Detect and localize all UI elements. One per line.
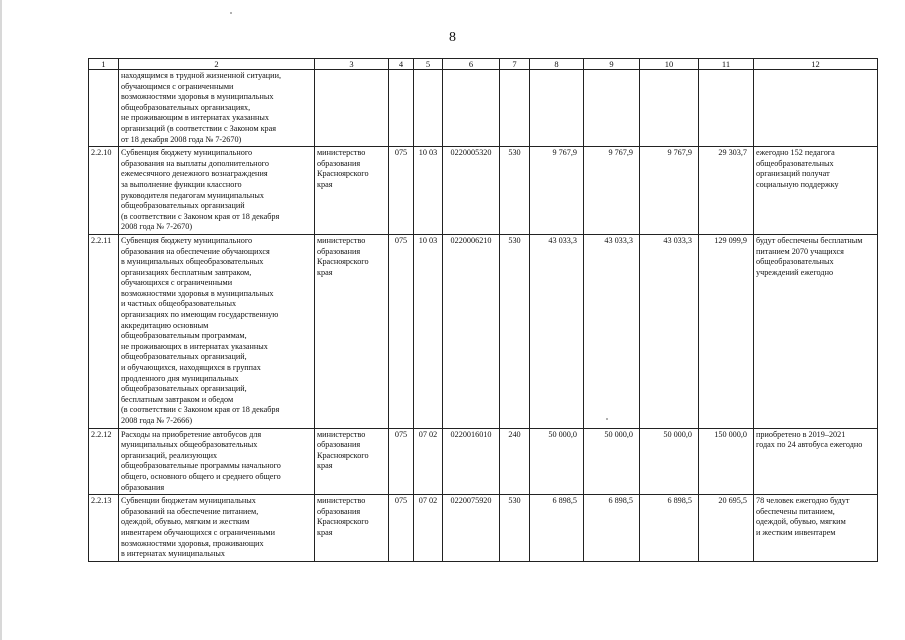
amount-year-2: 50 000,0 [584,428,640,495]
column-number: 7 [500,59,530,70]
executor: министерство образования Красноярского края [315,147,389,235]
table-row [89,234,878,428]
executor: министерство образования Красноярского края [315,428,389,495]
section-code [414,70,443,147]
column-number: 5 [414,59,443,70]
grbs-code: 075 [389,428,414,495]
section-code: 07 02 [414,428,443,495]
column-number: 8 [530,59,584,70]
amount-total: 29 303,7 [699,147,754,235]
expected-result: будут обеспечены бесплатным питанием 2070 учащихся общеобразовательных учреждений ежегодно [754,234,878,428]
amount-total: 150 000,0 [699,428,754,495]
column-number: 6 [443,59,500,70]
expense-type-code: 240 [500,428,530,495]
expense-type-code [500,70,530,147]
expected-result: приобретено в 2019–2021 годах по 24 автобуса ежегодно [754,428,878,495]
target-article-code: 0220016010 [443,428,500,495]
target-article-code: 0220006210 [443,234,500,428]
scan-left-edge [0,0,2,640]
column-number: 3 [315,59,389,70]
table-row [89,495,878,562]
amount-year-2 [584,70,640,147]
expected-result [754,70,878,147]
amount-year-1: 50 000,0 [530,428,584,495]
column-number: 4 [389,59,414,70]
amount-total: 20 695,5 [699,495,754,562]
measure-name: Субвенция бюджету муниципального образования на обеспечение обучающихся в муниципальных общеобразовательных организациях бесплатным завтраком, обучающихся с ограниченными возможностями здоровья в муниципальных и частных общеобразовательных организациях по имеющим государственную аккредитацию основным общеобразовательным программам, не проживающих в интернатах указанных общеобразовательных организаций, и обучающихся, находящихся в группах продленного дня муниципальных общеобразовательных организаций, бесплатным завтраком и обедом (в соответствии с Законом края от 18 декабря 2008 года № 7-2666) [119,234,315,428]
row-number: 2.2.11 [89,234,119,428]
expected-result: 78 человек ежегодно будут обеспечены питанием, одеждой, обувью, мягким и жестким инвентарем [754,495,878,562]
amount-year-1 [530,70,584,147]
target-article-code: 0220005320 [443,147,500,235]
target-article-code [443,70,500,147]
column-number: 9 [584,59,640,70]
grbs-code: 075 [389,495,414,562]
measure-name: Субвенция бюджету муниципального образования на выплаты дополнительного ежемесячного денежного вознаграждения за выполнение функции классного руководителя педагогам муниципальных общеобразовательных организаций (в соответствии с Законом края от 18 декабря 2008 года № 7-2670) [119,147,315,235]
table-row [89,428,878,495]
row-number: 2.2.10 [89,147,119,235]
column-number-row [89,59,878,70]
amount-year-3: 43 033,3 [640,234,699,428]
measure-name: Субвенции бюджетам муниципальных образований на обеспечение питанием, одеждой, обувью, мягким и жестким инвентарем обучающихся с ограниченными возможностями здоровья, проживающих в интернатах муниципальных [119,495,315,562]
executor: министерство образования Красноярского края [315,234,389,428]
row-number: 2.2.12 [89,428,119,495]
amount-year-3 [640,70,699,147]
section-code: 10 03 [414,147,443,235]
row-number: 2.2.13 [89,495,119,562]
table-row [89,147,878,235]
expense-type-code: 530 [500,234,530,428]
measure-name: находящимся в трудной жизненной ситуации, обучающимся с ограниченными возможностями здоровья в муниципальных общеобразовательных организациях, не проживающим в интернатах указанных организаций (в соответствии с Законом края от 18 декабря 2008 года № 7-2670) [119,70,315,147]
grbs-code: 075 [389,234,414,428]
amount-total [699,70,754,147]
expense-type-code: 530 [500,495,530,562]
column-number: 2 [119,59,315,70]
page-number: 8 [449,30,456,45]
amount-year-1: 9 767,9 [530,147,584,235]
column-number: 1 [89,59,119,70]
measure-name: Расходы на приобретение автобусов для муниципальных общеобразовательных организаций, реализующих общеобразовательные программы начального общего, основного общего и среднего общего образования [119,428,315,495]
amount-year-3: 50 000,0 [640,428,699,495]
expense-type-code: 530 [500,147,530,235]
amount-year-2: 9 767,9 [584,147,640,235]
amount-year-2: 43 033,3 [584,234,640,428]
amount-year-2: 6 898,5 [584,495,640,562]
grbs-code: 075 [389,147,414,235]
column-number: 12 [754,59,878,70]
grbs-code [389,70,414,147]
section-code: 10 03 [414,234,443,428]
column-number: 10 [640,59,699,70]
expected-result: ежегодно 152 педагога общеобразовательных организаций получат социальную поддержку [754,147,878,235]
target-article-code: 0220075920 [443,495,500,562]
table-row [89,70,878,147]
row-number [89,70,119,147]
scan-speck [230,12,232,14]
amount-year-1: 43 033,3 [530,234,584,428]
amount-year-3: 9 767,9 [640,147,699,235]
section-code: 07 02 [414,495,443,562]
executor [315,70,389,147]
executor: министерство образования Красноярского края [315,495,389,562]
amount-total: 129 099,9 [699,234,754,428]
column-number: 11 [699,59,754,70]
program-measures-table [88,58,878,562]
amount-year-3: 6 898,5 [640,495,699,562]
amount-year-1: 6 898,5 [530,495,584,562]
